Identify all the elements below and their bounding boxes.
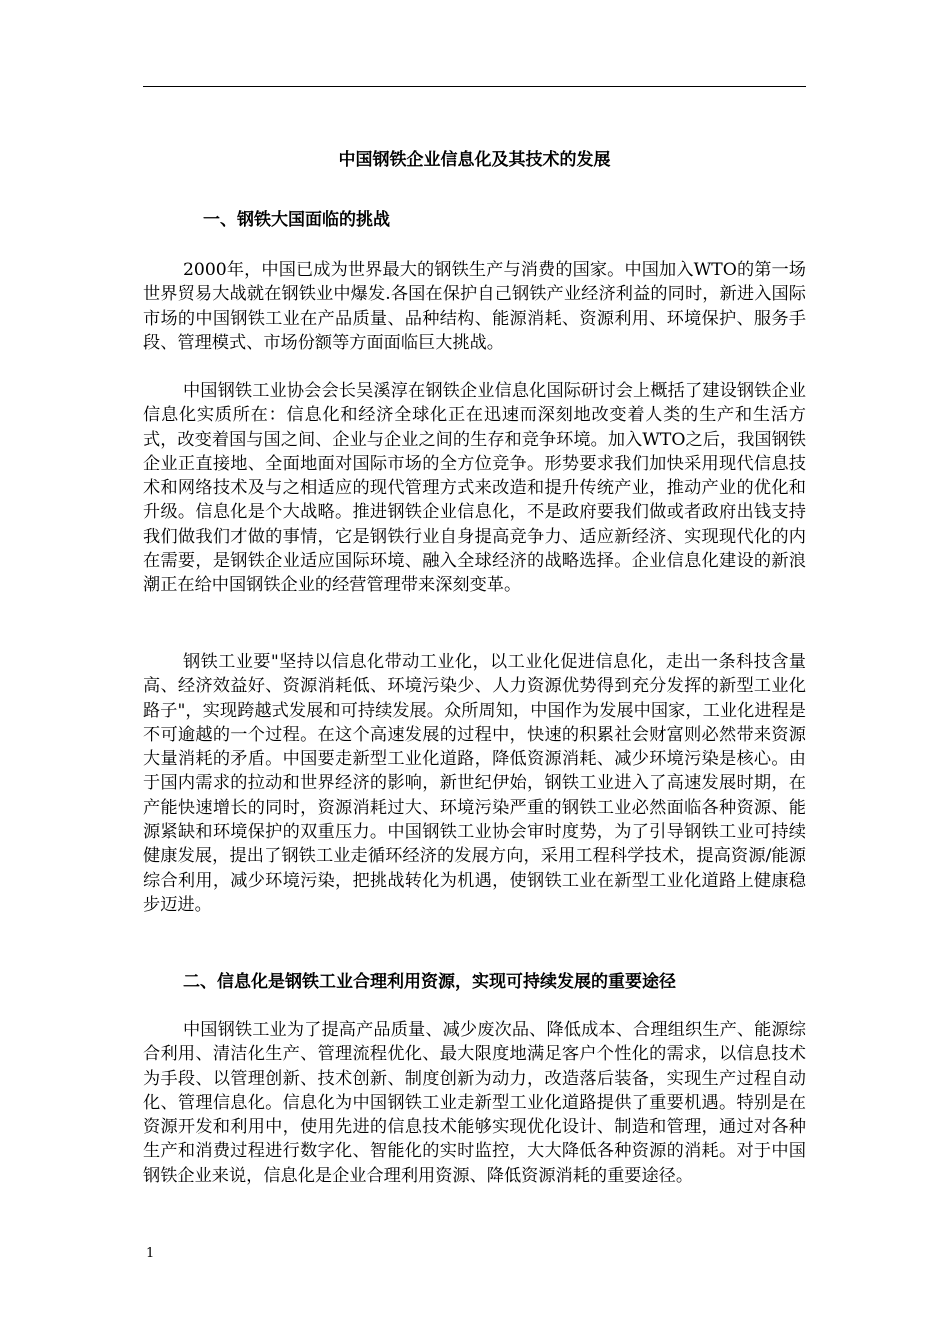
section-1-paragraph-2: 中国钢铁工业协会会长吴溪淳在钢铁企业信息化国际研讨会上概括了建设钢铁企业信息化实质所在：信息化和经济全球化正在迅速而深刻地改变着人类的生产和生活方式，改变着国与国之间、企业与企业之间的生存和竞争环境。加入WTO之后，我国钢铁企业正直接地、全面地面对国际市场的全方位竞争。形势要求我们加快采用现代信息技术和网络技术及与之相适应的现代管理方式来改造和提升传统产业，推动产业的优化和升级。信息化是个大战略。推进钢铁企业信息化，不是政府要我们做或者政府出钱支持我们做我们才做的事情，它是钢铁行业自身提高竞争力、适应新经济、实现现代化的内在需要，是钢铁企业适应国际环境、融入全球经济的战略选择。企业信息化建设的新浪潮正在给中国钢铁企业的经营管理带来深刻变革。 [143, 381, 806, 596]
document-title: 中国钢铁企业信息化及其技术的发展 [338, 150, 611, 170]
page-number: 1 [146, 1246, 155, 1261]
section-1-heading: 一、钢铁大国面临的挑战 [203, 210, 390, 230]
header-rule [143, 86, 806, 87]
section-1-paragraph-3: 钢铁工业要"坚持以信息化带动工业化，以工业化促进信息化，走出一条科技含量高、经济效益好、资源消耗低、环境污染少、人力资源优势得到充分发挥的新型工业化路子"，实现跨越式发展和可持续发展。众所周知，中国作为发展中国家，工业化进程是不可逾越的一个过程。在这个高速发展的过程中，快速的积累社会财富则必然带来资源大量消耗的矛盾。中国要走新型工业化道路，降低资源消耗、减少环境污染是核心。由于国内需求的拉动和世界经济的影响，新世纪伊始，钢铁工业进入了高速发展时期，在产能快速增长的同时，资源消耗过大、环境污染严重的钢铁工业必然面临各种资源、能源紧缺和环境保护的双重压力。中国钢铁工业协会审时度势，为了引导钢铁工业可持续健康发展，提出了钢铁工业走循环经济的发展方向，采用工程科学技术，提高资源/能源综合利用，减少环境污染，把挑战转化为机遇，使钢铁工业在新型工业化道路上健康稳步迈进。 [143, 652, 806, 915]
section-2-paragraph-1: 中国钢铁工业为了提高产品质量、减少废次品、降低成本、合理组织生产、能源综合利用、清洁化生产、管理流程优化、最大限度地满足客户个性化的需求，以信息技术为手段、以管理创新、技术创新、制度创新为动力，改造落后装备，实现生产过程自动化、管理信息化。信息化为中国钢铁工业走新型工业化道路提供了重要机遇。特别是在资源开发和利用中，使用先进的信息技术能够实现优化设计、制造和管理，通过对各种生产和消费过程进行数字化、智能化的实时监控，大大降低各种资源的消耗。对于中国钢铁企业来说，信息化是企业合理利用资源、降低资源消耗的重要途径。 [143, 1020, 806, 1186]
section-1-paragraph-1: 2000年，中国已成为世界最大的钢铁生产与消费的国家。中国加入WTO的第一场世界贸易大战就在钢铁业中爆发.各国在保护自己钢铁产业经济利益的同时，新进入国际市场的中国钢铁工业在产品质量、品种结构、能源消耗、资源利用、环境保护、服务手段、管理模式、市场份额等方面面临巨大挑战。 [143, 260, 806, 353]
section-2-heading: 二、信息化是钢铁工业合理利用资源，实现可持续发展的重要途径 [183, 972, 676, 992]
